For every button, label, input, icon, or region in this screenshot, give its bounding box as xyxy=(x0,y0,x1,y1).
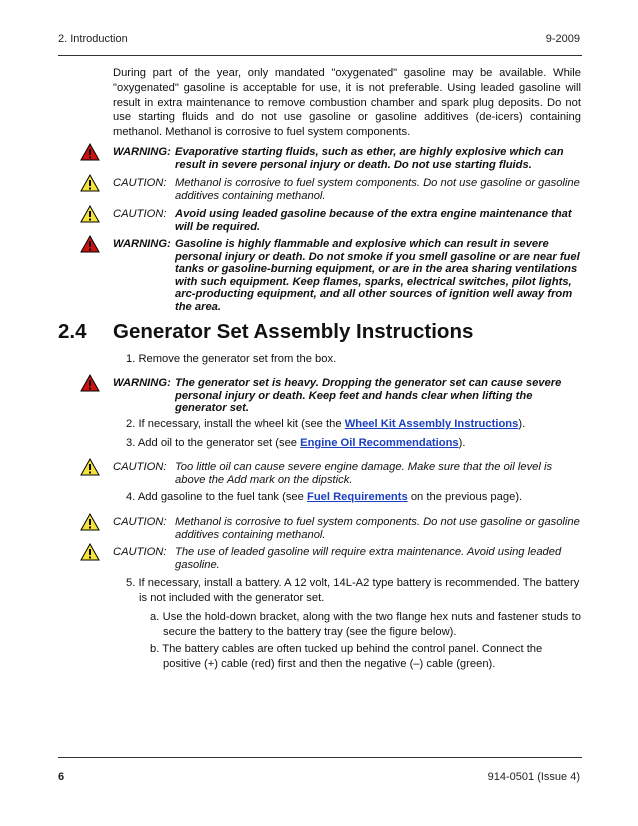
page-number: 6 xyxy=(58,771,65,783)
step-3 xyxy=(126,436,466,451)
notice-label: CAUTION: xyxy=(113,177,167,189)
step-3-tail: ). xyxy=(458,437,466,449)
step-5: 5. If necessary, install a battery. A 12 volt, 14L-A2 type battery is recommended. The battery is not included with the generator set. xyxy=(126,577,580,604)
step-4-text: 4. Add gasoline to the fuel tank (see xyxy=(126,491,307,503)
notice-label: CAUTION: xyxy=(113,516,167,528)
caution-triangle-icon xyxy=(80,205,100,223)
caution-triangle-icon xyxy=(80,543,100,561)
warning-triangle-icon xyxy=(80,143,100,161)
step-5b: b. The battery cables are often tucked up behind the control panel. Connect the positive (+) cable (red) first and then the negative (–) cable (green). xyxy=(150,643,543,670)
notice-text: Too little oil can cause severe engine damage. Make sure that the oil level is above the Add mark on the dipstick. xyxy=(175,461,553,486)
notice-label: CAUTION: xyxy=(113,208,167,220)
step-2-tail: ). xyxy=(518,418,526,430)
step-3-text: 3. Add oil to the generator set (see xyxy=(126,437,301,449)
notice-text: Gasoline is highly flammable and explosive which can result in severe personal injury or death. Do not smoke if you smell gasoline or are near fuel tanks or gasoline-burning equipment, or are in the area sharing ventilations with such equipment. Keep flames, sparks, electrical switches, pilot lights, arc-producting equipment, and all other sources of ignition well away from the area. xyxy=(175,238,580,313)
header-date: 9-2009 xyxy=(545,33,580,45)
section-number: 2.4 xyxy=(58,320,87,343)
step-4-tail: on the previous page). xyxy=(407,491,523,503)
header-section: 2. Introduction xyxy=(58,33,128,45)
warning-triangle-icon xyxy=(80,374,100,392)
notice-text: Methanol is corrosive to fuel system components. Do not use gasoline or gasoline additives containing methanol. xyxy=(175,516,580,541)
step-1: 1. Remove the generator set from the box. xyxy=(126,353,337,365)
intro-paragraph: During part of the year, only mandated "oxygenated" gasoline may be available. While "oxygenated" gasoline is acceptable for use, it is not preferable. Using leaded gasoline will result in extra maintenance to remove combustion chamber and spark plug deposits. Do not use starting fluids and do not use gasoline or gasoline additives (de-icers) containing methanol. Methanol is corrosive to fuel system components. xyxy=(113,67,581,139)
step-2-text: 2. If necessary, install the wheel kit (see the xyxy=(126,418,345,430)
section-title: Generator Set Assembly Instructions xyxy=(113,320,474,343)
step-4 xyxy=(126,490,522,505)
notice-label: WARNING: xyxy=(113,377,171,389)
notice-label: CAUTION: xyxy=(113,461,167,473)
notice-text: Avoid using leaded gasoline because of the extra engine maintenance that will be required. xyxy=(175,208,572,233)
header-rule xyxy=(58,55,582,56)
step-2 xyxy=(126,417,525,432)
step-5a: a. Use the hold-down bracket, along with the two flange hex nuts and fastener studs to secure the battery to the battery tray (see the figure below). xyxy=(150,611,581,638)
notice-label: CAUTION: xyxy=(113,546,167,558)
notice-text: Evaporative starting fluids, such as ether, are highly explosive which can result in severe personal injury or death. Do not use starting fluids. xyxy=(175,146,564,171)
document-number: 914-0501 (Issue 4) xyxy=(487,771,580,783)
notice-text: Methanol is corrosive to fuel system components. Do not use gasoline or gasoline additives containing methanol. xyxy=(175,177,580,202)
footer-rule xyxy=(58,757,582,758)
caution-triangle-icon xyxy=(80,174,100,192)
caution-triangle-icon xyxy=(80,513,100,531)
notice-label: WARNING: xyxy=(113,146,171,158)
notice-label: WARNING: xyxy=(113,238,171,250)
caution-triangle-icon xyxy=(80,458,100,476)
engine-oil-link[interactable]: Engine Oil Recommendations xyxy=(300,437,459,449)
fuel-requirements-link[interactable]: Fuel Requirements xyxy=(307,491,408,503)
notice-text: The generator set is heavy. Dropping the generator set can cause severe personal injury or death. Keep feet and hands clear when lifting the generator set. xyxy=(175,377,562,415)
warning-triangle-icon xyxy=(80,235,100,253)
notice-text: The use of leaded gasoline will require extra maintenance. Avoid using leaded gasoline. xyxy=(175,546,562,571)
wheel-kit-link[interactable]: Wheel Kit Assembly Instructions xyxy=(344,418,519,430)
